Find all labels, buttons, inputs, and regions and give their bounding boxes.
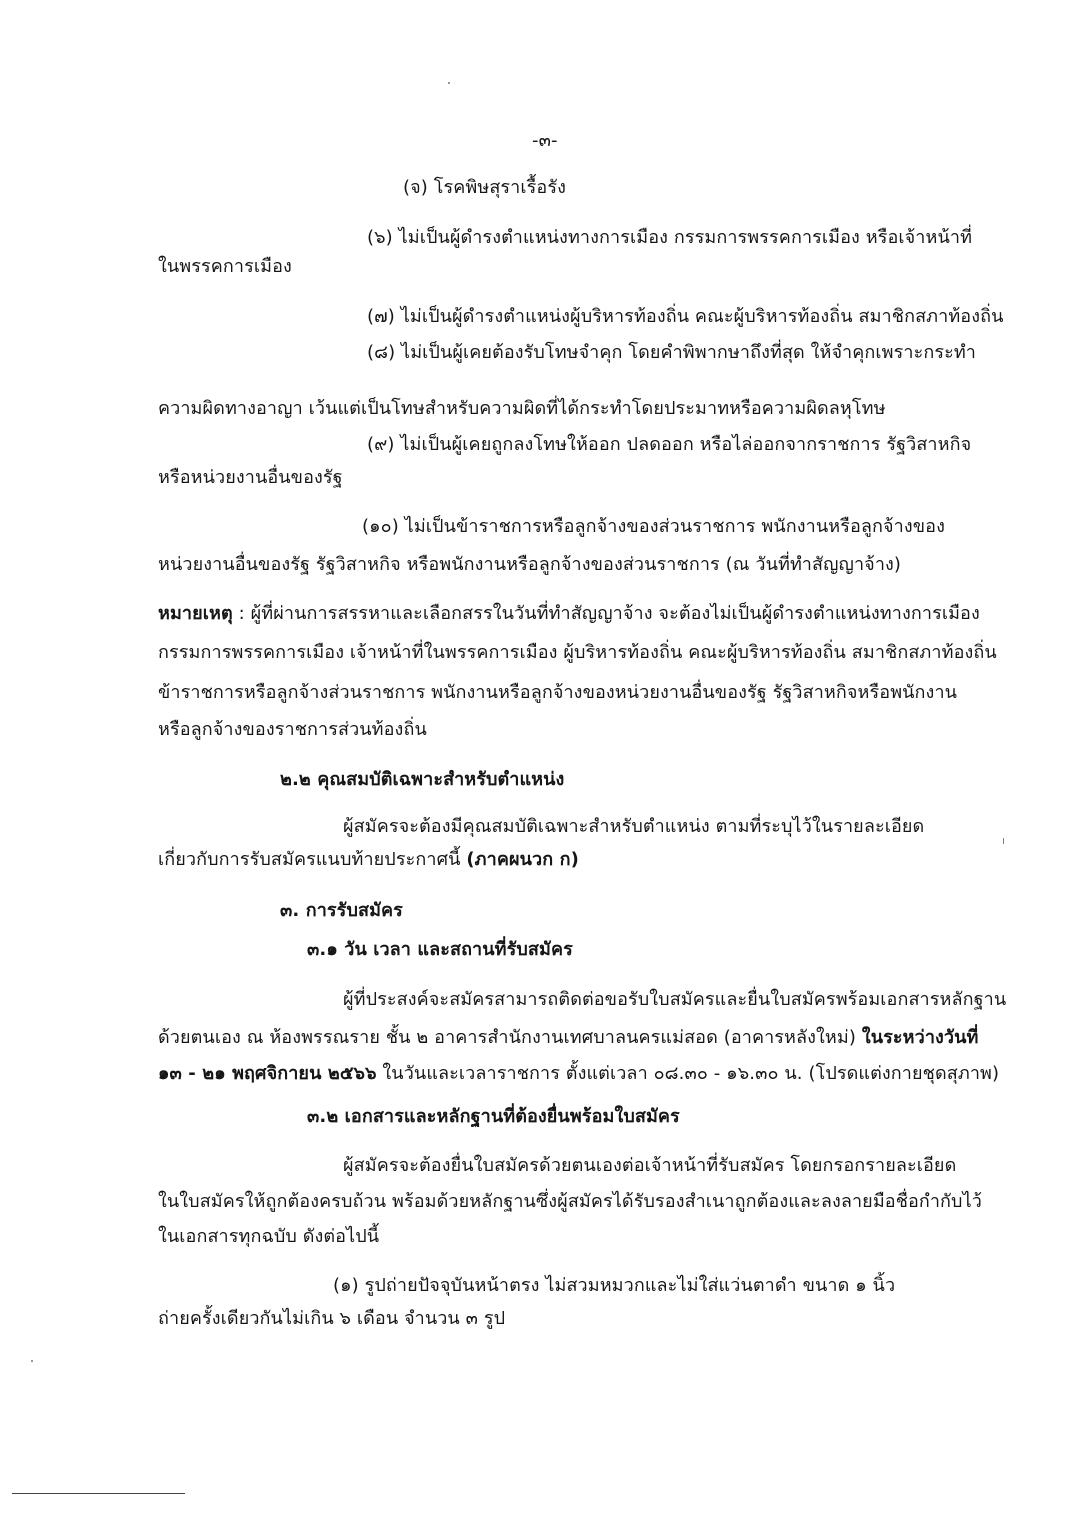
doc-item-1-line1: (๑) รูปถ่ายปัจจุบันหน้าตรง ไม่สวมหมวกและไม่ใส่แว่นตาดำ ขนาด ๑ นิ้ว (333, 1275, 896, 1296)
doc-item-1-line2: ถ่ายครั้งเดียวกันไม่เกิน ๖ เดือน จำนวน ๓ รูป (158, 1308, 506, 1329)
item-6-line2: ในพรรคการเมือง (158, 256, 292, 277)
item-6-line1: (๖) ไม่เป็นผู้ดำรงตำแหน่งทางการเมือง กรรมการพรรคการเมือง หรือเจ้าหน้าที่ (367, 227, 973, 248)
note-line3: ข้าราชการหรือลูกจ้างส่วนราชการ พนักงานหรือลูกจ้างของหน่วยงานอื่นของรัฐ รัฐวิสาหกิจหรือพนักงาน (158, 682, 958, 703)
note-line1 (158, 602, 980, 626)
application-dates: ๑๓ - ๒๑ พฤศจิกายน ๒๕๖๖ (158, 1063, 377, 1084)
section-2-2-line2-text: เกี่ยวกับการรับสมัครแนบท้ายประกาศนี้ (158, 849, 467, 870)
item-e-alcoholism: (จ) โรคพิษสุราเรื้อรัง (403, 177, 566, 198)
scan-edge-line (12, 1493, 185, 1494)
note-text: : ผู้ที่ผ่านการสรรหาและเลือกสรรในวันที่ทำสัญญาจ้าง จะต้องไม่เป็นผู้ดำรงตำแหน่งทางการเมือง (232, 603, 980, 624)
period-label: ในระหว่างวันที่ (861, 1027, 979, 1048)
section-3-1-line1: ผู้ที่ประสงค์จะสมัครสามารถติดต่อขอรับใบสมัครและยื่นใบสมัครพร้อมเอกสารหลักฐาน (343, 989, 1007, 1010)
section-3-heading: ๓. การรับสมัคร (280, 900, 403, 921)
item-9-line1: (๙) ไม่เป็นผู้เคยถูกลงโทษให้ออก ปลดออก หรือไล่ออกจากราชการ รัฐวิสาหกิจ (367, 434, 972, 455)
section-2-2-line2 (158, 848, 579, 872)
section-3-2-line3: ในเอกสารทุกฉบับ ดังต่อไปนี้ (158, 1226, 380, 1247)
note-line2: กรรมการพรรคการเมือง เจ้าหน้าที่ในพรรคการเมือง ผู้บริหารท้องถิ่น คณะผู้บริหารท้องถิ่น สมาชิกสภาท้องถิ่น (158, 642, 997, 663)
section-3-1-heading: ๓.๑ วัน เวลา และสถานที่รับสมัคร (307, 939, 573, 960)
item-7: (๗) ไม่เป็นผู้ดำรงตำแหน่งผู้บริหารท้องถิ่น คณะผู้บริหารท้องถิ่น สมาชิกสภาท้องถิ่น (367, 306, 1004, 327)
section-3-1-line3-text: ในวันและเวลาราชการ ตั้งแต่เวลา ๐๘.๓๐ - ๑๖.๓๐ น. (โปรดแต่งกายชุดสุภาพ) (376, 1063, 1000, 1084)
scan-speck (31, 1360, 33, 1362)
section-3-2-line2: ในใบสมัครให้ถูกต้องครบถ้วน พร้อมด้วยหลักฐานซึ่งผู้สมัครได้รับรองสำเนาถูกต้องและลงลายมือชื่อกำกับไว้ (158, 1191, 982, 1212)
item-8-line1: (๘) ไม่เป็นผู้เคยต้องรับโทษจำคุก โดยคำพิพากษาถึงที่สุด ให้จำคุกเพราะกระทำ (367, 342, 976, 363)
item-10-line2: หน่วยงานอื่นของรัฐ รัฐวิสาหกิจ หรือพนักงานหรือลูกจ้างของส่วนราชการ (ณ วันที่ทำสัญญาจ้าง) (158, 554, 902, 575)
section-2-2-heading: ๒.๒ คุณสมบัติเฉพาะสำหรับตำแหน่ง (280, 769, 565, 790)
section-3-2-line1: ผู้สมัครจะต้องยื่นใบสมัครด้วยตนเองต่อเจ้าหน้าที่รับสมัคร โดยกรอกรายละเอียด (343, 1155, 957, 1176)
section-3-2-heading: ๓.๒ เอกสารและหลักฐานที่ต้องยื่นพร้อมใบสมัคร (307, 1106, 680, 1127)
page-number: -๓- (532, 130, 558, 151)
item-10-line1: (๑๐) ไม่เป็นข้าราชการหรือลูกจ้างของส่วนราชการ พนักงานหรือลูกจ้างของ (362, 516, 945, 537)
section-3-1-line2 (158, 1026, 979, 1050)
note-label: หมายเหตุ (158, 603, 233, 624)
scan-speck (448, 82, 450, 84)
appendix-a-ref: (ภาคผนวก ก) (466, 849, 579, 870)
item-9-line2: หรือหน่วยงานอื่นของรัฐ (158, 467, 343, 488)
section-2-2-line1: ผู้สมัครจะต้องมีคุณสมบัติเฉพาะสำหรับตำแหน่ง ตามที่ระบุไว้ในรายละเอียด (343, 816, 925, 837)
scan-speck (1003, 838, 1004, 844)
item-8-line2: ความผิดทางอาญา เว้นแต่เป็นโทษสำหรับความผิดที่ได้กระทำโดยประมาทหรือความผิดลหุโทษ (158, 398, 886, 419)
note-line4: หรือลูกจ้างของราชการส่วนท้องถิ่น (158, 719, 427, 740)
section-3-1-line2-text: ด้วยตนเอง ณ ห้องพรรณราย ชั้น ๒ อาคารสำนักงานเทศบาลนครแม่สอด (อาคารหลังใหม่) (158, 1027, 862, 1048)
section-3-1-line3 (158, 1062, 999, 1086)
